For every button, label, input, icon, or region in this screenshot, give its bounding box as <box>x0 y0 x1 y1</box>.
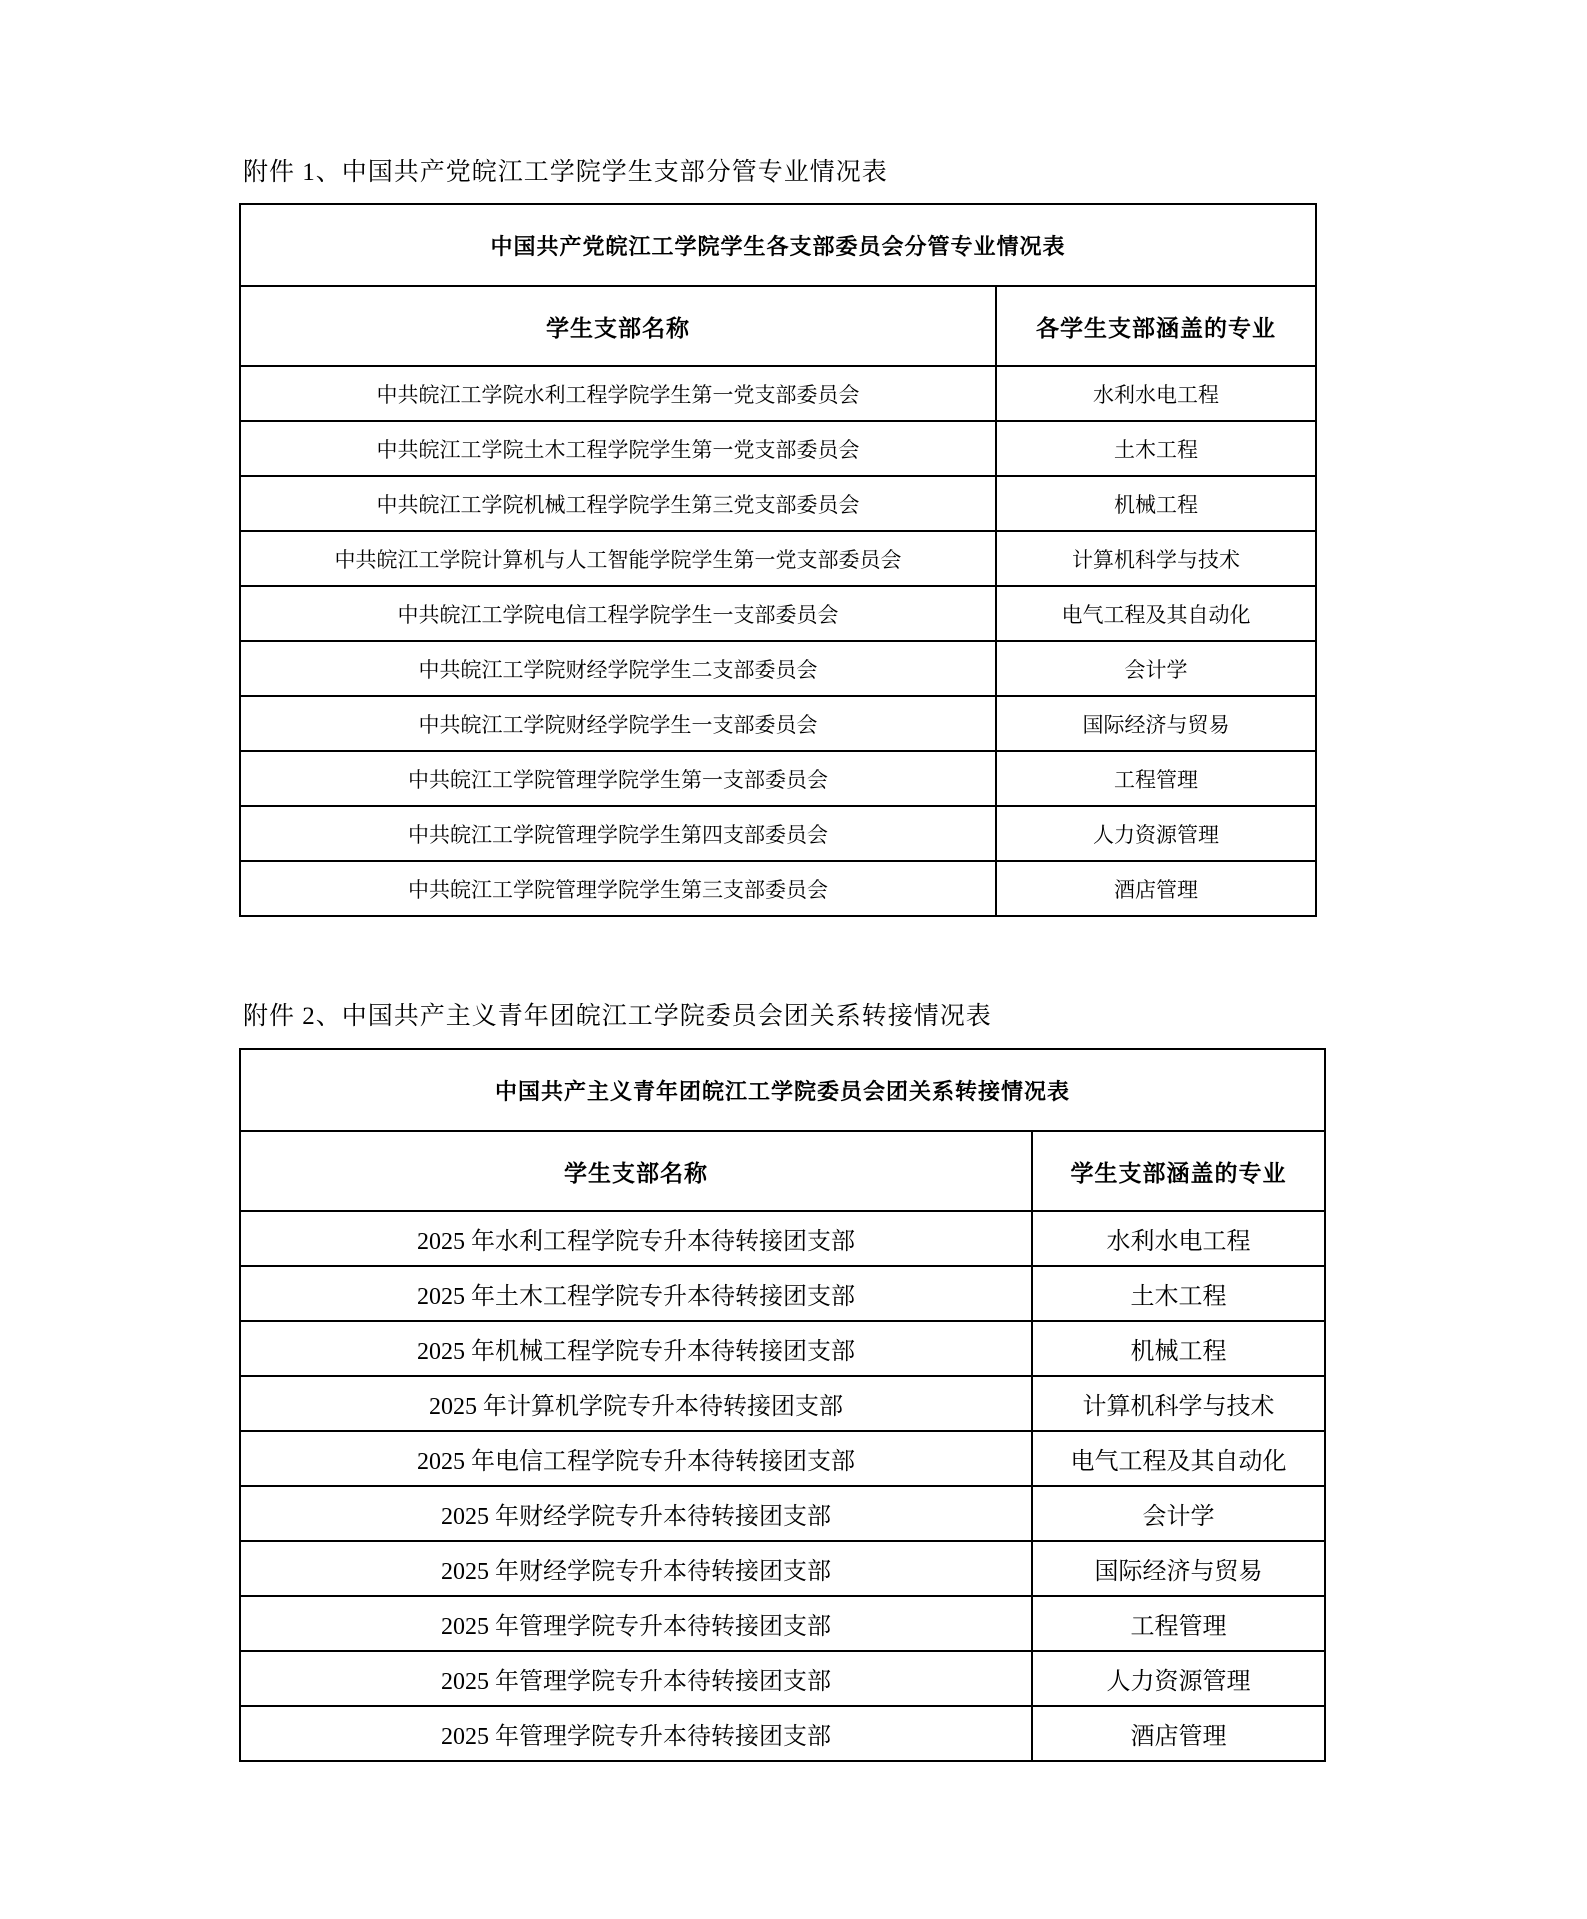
table-row <box>240 586 1316 641</box>
table-title-row <box>240 1049 1325 1131</box>
branch-cell: 中共皖江工学院机械工程学院学生第三党支部委员会 <box>240 476 996 531</box>
table-row <box>240 696 1316 751</box>
major-cell: 机械工程 <box>1032 1321 1325 1376</box>
table-row <box>240 1486 1325 1541</box>
major-cell: 人力资源管理 <box>996 806 1316 861</box>
major-cell: 国际经济与贸易 <box>996 696 1316 751</box>
major-cell: 水利水电工程 <box>1032 1211 1325 1266</box>
branch-cell: 中共皖江工学院计算机与人工智能学院学生第一党支部委员会 <box>240 531 996 586</box>
branch-cell: 2025 年土木工程学院专升本待转接团支部 <box>240 1266 1032 1321</box>
branch-cell: 2025 年管理学院专升本待转接团支部 <box>240 1651 1032 1706</box>
branch-cell: 2025 年机械工程学院专升本待转接团支部 <box>240 1321 1032 1376</box>
table-row <box>240 531 1316 586</box>
branch-cell: 中共皖江工学院管理学院学生第一支部委员会 <box>240 751 996 806</box>
table-row <box>240 861 1316 916</box>
attachment1-heading: 附件 1、中国共产党皖江工学院学生支部分管专业情况表 <box>243 159 888 186</box>
major-cell: 工程管理 <box>996 751 1316 806</box>
table-header-row <box>240 286 1316 366</box>
major-cell: 土木工程 <box>1032 1266 1325 1321</box>
branch-cell: 中共皖江工学院管理学院学生第三支部委员会 <box>240 861 996 916</box>
branch-cell: 中共皖江工学院管理学院学生第四支部委员会 <box>240 806 996 861</box>
column-header-major: 各学生支部涵盖的专业 <box>996 286 1316 366</box>
table-row <box>240 1321 1325 1376</box>
major-cell: 国际经济与贸易 <box>1032 1541 1325 1596</box>
table-row <box>240 1266 1325 1321</box>
table-row <box>240 1541 1325 1596</box>
branch-cell: 2025 年管理学院专升本待转接团支部 <box>240 1596 1032 1651</box>
attachment2-table <box>239 1048 1326 1762</box>
branch-cell: 中共皖江工学院电信工程学院学生一支部委员会 <box>240 586 996 641</box>
major-cell: 电气工程及其自动化 <box>1032 1431 1325 1486</box>
major-cell: 工程管理 <box>1032 1596 1325 1651</box>
table-row <box>240 1706 1325 1761</box>
table-row <box>240 751 1316 806</box>
branch-cell: 2025 年财经学院专升本待转接团支部 <box>240 1486 1032 1541</box>
attachment1-table <box>239 203 1317 917</box>
branch-cell: 中共皖江工学院财经学院学生一支部委员会 <box>240 696 996 751</box>
column-header-major: 学生支部涵盖的专业 <box>1032 1131 1325 1211</box>
table-row <box>240 421 1316 476</box>
major-cell: 计算机科学与技术 <box>1032 1376 1325 1431</box>
branch-cell: 2025 年电信工程学院专升本待转接团支部 <box>240 1431 1032 1486</box>
branch-cell: 中共皖江工学院财经学院学生二支部委员会 <box>240 641 996 696</box>
table-row <box>240 1596 1325 1651</box>
table-row <box>240 1211 1325 1266</box>
table-row <box>240 1431 1325 1486</box>
branch-cell: 中共皖江工学院土木工程学院学生第一党支部委员会 <box>240 421 996 476</box>
major-cell: 电气工程及其自动化 <box>996 586 1316 641</box>
attachment2-heading: 附件 2、中国共产主义青年团皖江工学院委员会团关系转接情况表 <box>243 1003 992 1030</box>
branch-cell: 2025 年计算机学院专升本待转接团支部 <box>240 1376 1032 1431</box>
table-title: 中国共产主义青年团皖江工学院委员会团关系转接情况表 <box>240 1049 1325 1131</box>
major-cell: 机械工程 <box>996 476 1316 531</box>
major-cell: 人力资源管理 <box>1032 1651 1325 1706</box>
major-cell: 计算机科学与技术 <box>996 531 1316 586</box>
table-row <box>240 1376 1325 1431</box>
table-row <box>240 641 1316 696</box>
column-header-branch: 学生支部名称 <box>240 1131 1032 1211</box>
column-header-branch: 学生支部名称 <box>240 286 996 366</box>
branch-cell: 中共皖江工学院水利工程学院学生第一党支部委员会 <box>240 366 996 421</box>
major-cell: 会计学 <box>1032 1486 1325 1541</box>
table-row <box>240 806 1316 861</box>
table-title: 中国共产党皖江工学院学生各支部委员会分管专业情况表 <box>240 204 1316 286</box>
major-cell: 酒店管理 <box>996 861 1316 916</box>
table-header-row <box>240 1131 1325 1211</box>
table-title-row <box>240 204 1316 286</box>
major-cell: 酒店管理 <box>1032 1706 1325 1761</box>
table-row <box>240 476 1316 531</box>
branch-cell: 2025 年水利工程学院专升本待转接团支部 <box>240 1211 1032 1266</box>
major-cell: 水利水电工程 <box>996 366 1316 421</box>
branch-cell: 2025 年管理学院专升本待转接团支部 <box>240 1706 1032 1761</box>
table-row <box>240 1651 1325 1706</box>
table-row <box>240 366 1316 421</box>
branch-cell: 2025 年财经学院专升本待转接团支部 <box>240 1541 1032 1596</box>
major-cell: 土木工程 <box>996 421 1316 476</box>
major-cell: 会计学 <box>996 641 1316 696</box>
